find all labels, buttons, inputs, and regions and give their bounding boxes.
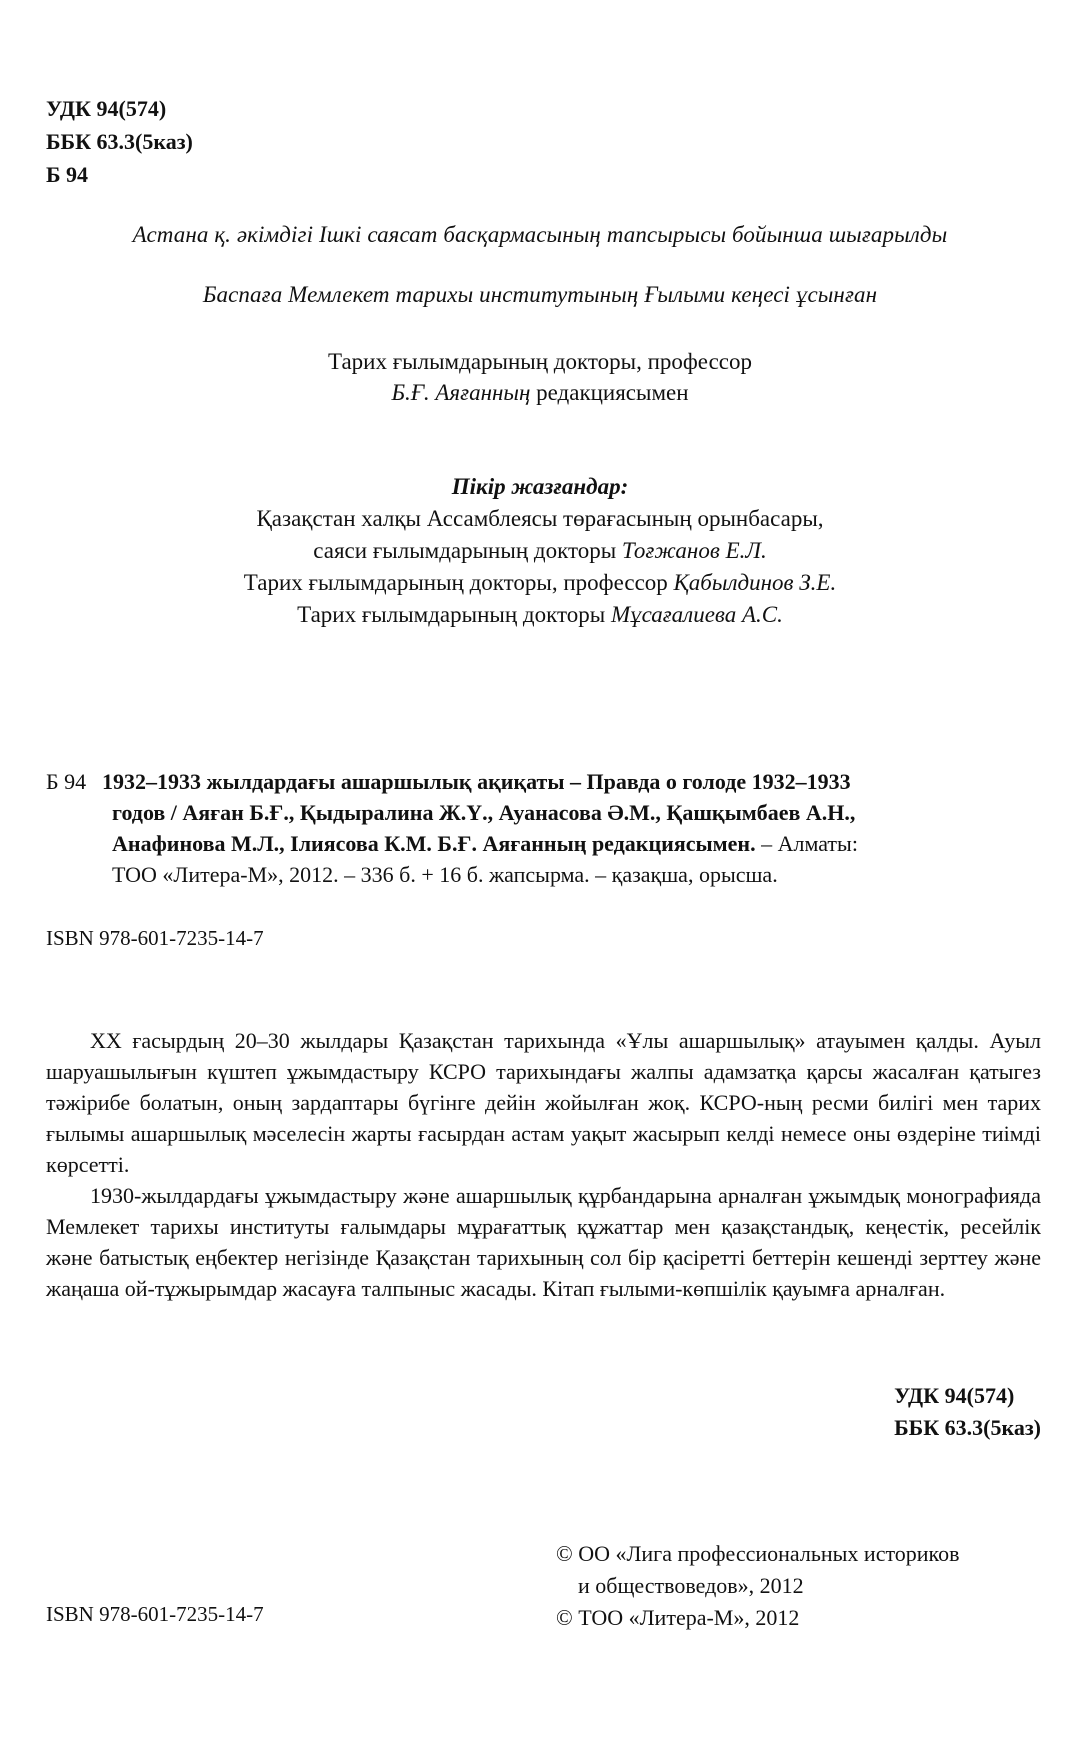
editor-suffix: редакциясымен	[530, 380, 689, 405]
isbn-bottom: ISBN 978-601-7235-14-7	[46, 1602, 264, 1626]
abstract-paragraph-2: 1930-жылдардағы ұжымдастыру және ашаршылық құрбандарына арналған ұжымдық монографияда Мемлекет тарихы институты ғалымдары мұрағаттық құжаттар мен қазақстандық, кеңестік, ресейлік және батыстық еңбектер негізінде Қазақстан тарихының сол бір қасіретті беттерін кешенді зерттеу және жаңаша ой-тұжырымдар жасауға талпыныс жасады. Кітап ғылыми-көпшілік қауымға арналған.	[46, 1183, 1041, 1301]
bbk-code-bottom: ББК 63.3(5каз)	[894, 1415, 1041, 1440]
reviewers-block	[0, 471, 1080, 631]
udk-code-bottom: УДК 94(574)	[894, 1383, 1015, 1408]
reviewers-heading: Пікір жазғандар:	[451, 474, 629, 499]
classification-codes-bottom	[894, 1380, 1041, 1444]
reviewer-2-line	[0, 567, 1080, 599]
copyright-line-1: © ОО «Лига профессиональных историков	[556, 1541, 960, 1566]
editor-title: Тарих ғылымдарының докторы, профессор	[328, 349, 752, 374]
biblio-place: – Алматы:	[755, 831, 858, 856]
editor-name: Б.Ғ. Аяғанның	[391, 380, 531, 405]
recommendation-notice: Баспаға Мемлекет тарихы институтының Ғылыми кеңесі ұсынған	[202, 282, 878, 307]
biblio-authors-1: годов / Аяған Б.Ғ., Қыдыралина Ж.Ү., Ауанасова Ә.М., Қашқымбаев А.Н.,	[112, 800, 856, 825]
reviewer-2-degree: Тарих ғылымдарының докторы, профессор	[243, 570, 674, 595]
author-mark: Б 94	[46, 162, 89, 187]
bbk-code: ББК 63.3(5каз)	[46, 129, 193, 154]
reviewer-3-line	[0, 599, 1080, 631]
reviewer-1-position: Қазақстан халқы Ассамблеясы төрағасының орынбасары,	[256, 506, 824, 531]
copyright-line-3: © ТОО «Литера-М», 2012	[556, 1605, 800, 1630]
reviewer-3-degree: Тарих ғылымдарының докторы	[297, 602, 611, 627]
biblio-publisher: ТОО «Литера-М», 2012. – 336 б. + 16 б. жапсырма. – қазақша, орысша.	[112, 862, 778, 887]
reviewer-2-name: Қабылдинов З.Е.	[673, 570, 837, 595]
biblio-authors-2: Анафинова М.Л., Ілиясова К.М. Б.Ғ. Аяғанның редакциясымен.	[112, 831, 756, 856]
biblio-line-3	[46, 828, 1041, 859]
biblio-title: 1932–1933 жылдардағы ашаршылық ақиқаты – Правда о голоде 1932–1933	[102, 769, 851, 794]
bibliographic-record	[46, 766, 1041, 890]
editor-block	[0, 346, 1080, 408]
biblio-line-1	[46, 766, 1041, 797]
abstract-paragraph-1: ХХ ғасырдың 20–30 жылдары Қазақстан тарихында «Ұлы ашаршылық» атауымен қалды. Ауыл шаруашылығын күштеп ұжымдастыру КСРО тарихындағы жалпы адамзатқа қарсы жасалған қатыгез тәжірибе болатын, оның зардаптары бүгінге дейін жойылған жоқ. КСРО-ның ресми билігі мен тарих ғылымы ашаршылық мәселесін жарты ғасырдан астам уақыт жасырып келді немесе оны өздеріне тиімді көрсетті.	[46, 1028, 1041, 1177]
isbn-middle: ISBN 978-601-7235-14-7	[46, 926, 264, 950]
reviewer-1-degree: саяси ғылымдарының докторы	[313, 538, 622, 563]
commission-notice: Астана қ. әкімдігі Ішкі саясат басқармасының тапсырысы бойынша шығарылды	[132, 222, 948, 247]
reviewer-3-name: Мұсағалиева А.С.	[610, 602, 783, 627]
biblio-code: Б 94	[46, 769, 87, 794]
abstract	[46, 1025, 1041, 1304]
udk-code: УДК 94(574)	[46, 96, 167, 121]
copyright-line-2: и обществоведов», 2012	[578, 1573, 804, 1598]
classification-codes-top	[46, 92, 193, 191]
reviewer-1-name: Тоғжанов Е.Л.	[621, 538, 767, 563]
reviewer-1-line	[0, 535, 1080, 567]
editor-line	[0, 377, 1080, 408]
copyright-block	[556, 1538, 960, 1634]
